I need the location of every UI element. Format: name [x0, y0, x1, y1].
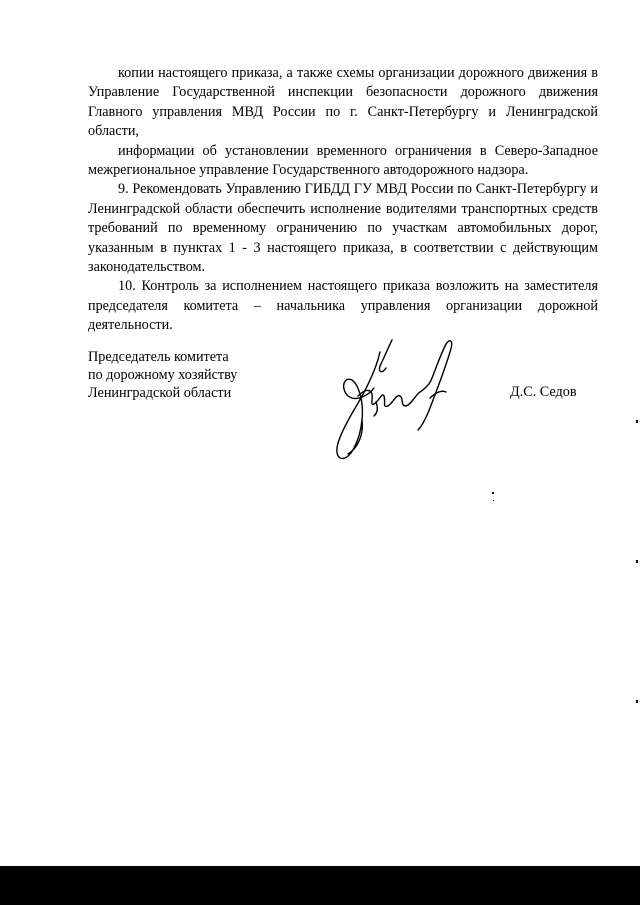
handwritten-signature	[318, 330, 478, 470]
signatory-title-line-1: Председатель комитета	[88, 349, 229, 365]
paragraph-item-9: 9. Рекомендовать Управлению ГИБДД ГУ МВД России по Санкт-Петербургу и Ленинградской области обеспечить исполнение водителями транспортных средств требований по временному ограничению по участкам автомобильных дорог, указанным в пунктах 1 - 3 настоящего приказа, в соответствии с действующим законодательством.	[88, 181, 598, 276]
scan-speck	[636, 560, 638, 563]
signatory-title-line-3: Ленинградской области	[88, 385, 232, 401]
paragraph-item-10: 10. Контроль за исполнением настоящего приказа возложить на заместителя председателя комитета – начальника управления организации дорожной деятельности.	[88, 278, 598, 334]
paragraph-copies: копии настоящего приказа, а также схемы организации дорожного движения в Управление Государственной инспекции безопасности дорожного движения Главного управления МВД России по г. Санкт-Петербургу и Ленинградской области,	[88, 65, 598, 140]
paragraph-information: информации об установлении временного ограничения в Северо-Западное межрегиональное управление Государственного автодорожного надзора.	[88, 142, 598, 179]
scan-speck	[636, 700, 638, 703]
scan-speck	[492, 492, 494, 494]
signatory-title-line-2: по дорожному хозяйству	[88, 367, 238, 383]
scan-bottom-border	[0, 866, 640, 905]
signatory-title	[88, 348, 237, 402]
scan-speck	[493, 500, 494, 501]
document-body	[88, 64, 598, 336]
signatory-name: Д.С. Седов	[510, 384, 577, 400]
scan-speck	[636, 420, 638, 423]
